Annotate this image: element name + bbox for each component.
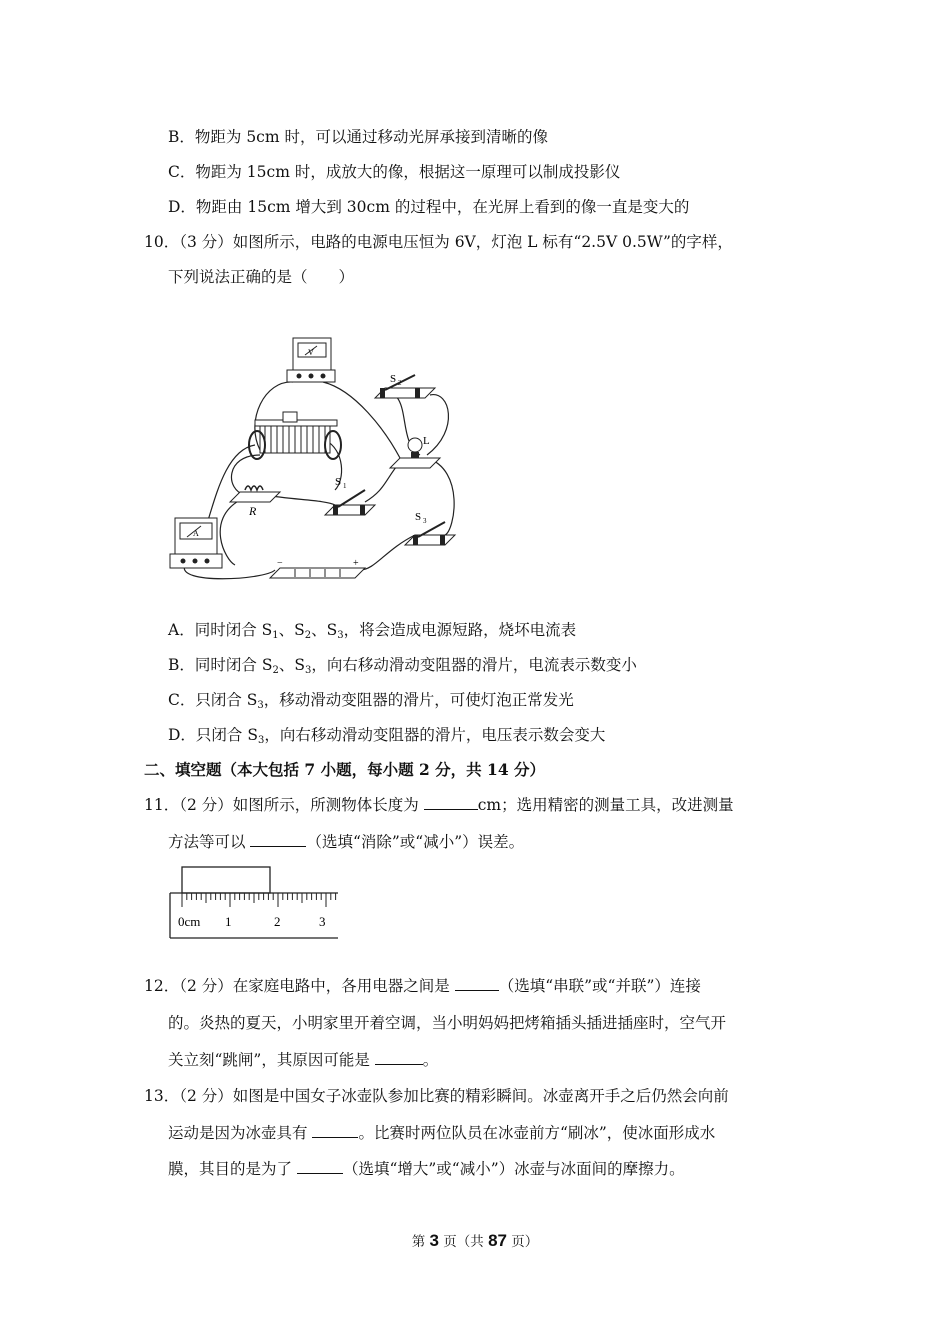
ruler-figure: [168, 864, 343, 942]
ruler-label-1: 1: [225, 914, 232, 929]
circuit-figure: [165, 330, 475, 585]
q13-line3: 膜，其目的是为了 （选填“增大”或“减小”）冰壶与冰面间的摩擦力。: [168, 1160, 685, 1178]
page-number: 3: [429, 1231, 439, 1250]
switch-s2: [375, 373, 435, 398]
ruler-label-0: 0cm: [178, 914, 201, 929]
s2-label: S: [390, 373, 397, 385]
q10-option-d: D．只闭合 $S_3$，向右移动滑动变阻器的滑片，电压表示数会变大: [168, 726, 606, 746]
switch-s3: [405, 511, 455, 545]
s1-subscript: 1: [343, 482, 347, 490]
ammeter: [170, 518, 222, 568]
q10-stem-line2: 下列说法正确的是（ ）: [168, 268, 355, 286]
ammeter-label: A: [193, 529, 199, 538]
q11-blank-length: [424, 795, 478, 810]
total-pages: 87: [488, 1231, 507, 1250]
ruler-label-3: 3: [319, 914, 326, 929]
voltmeter-label: V: [308, 348, 314, 357]
q12-line1: 12．（2 分）在家庭电路中，各用电器之间是 （选填“串联”或“并联”）连接: [144, 977, 701, 995]
q10-option-b: B．同时闭合 $S_2$、$S_3$，向右移动滑动变阻器的滑片，电流表示数变小: [168, 656, 637, 676]
rheostat: [249, 412, 341, 459]
q13-line1: 13．（2 分）如图是中国女子冰壶队参加比赛的精彩瞬间。冰壶离开手之后仍然会向前: [144, 1087, 729, 1105]
battery: [270, 558, 365, 578]
q10-stem-line1: 10．（3 分）如图所示，电路的电源电压恒为 6V，灯泡 L 标有“2.5V 0.5W”的字样，: [144, 233, 733, 251]
section2-title: 二、填空题（本大包括 7 小题，每小题 2 分，共 14 分）: [144, 760, 546, 779]
q10-option-c: C．只闭合 $S_3$，移动滑动变阻器的滑片，可使灯泡正常发光: [168, 691, 574, 711]
page-footer: 第 3 页（共 87 页）: [411, 1231, 539, 1250]
q11-line2: 方法等可以 （选填“消除”或“减小”）误差。: [168, 833, 525, 851]
s2-subscript: 2: [398, 379, 402, 387]
q11-blank-error: [250, 832, 306, 847]
battery-minus-label: −: [277, 558, 283, 569]
s3-subscript: 3: [423, 517, 427, 525]
q13-line2: 运动是因为冰壶具有 。比赛时两位队员在冰壶前方“刷冰”，使冰面形成水: [168, 1124, 716, 1142]
q10-option-a: A．同时闭合 $S_1$、$S_2$、$S_3$，将会造成电源短路，烧坏电流表: [168, 621, 577, 641]
s3-label: S: [415, 511, 422, 523]
resistor-label: R: [249, 504, 257, 518]
q12-blank-connection: [455, 976, 499, 991]
switch-s1: [325, 476, 375, 515]
ruler-label-2: 2: [274, 914, 281, 929]
q12-line3: 关立刻“跳闸”，其原因可能是 。: [168, 1051, 439, 1069]
q13-blank-inertia: [312, 1123, 358, 1138]
q9-option-b: B．物距为 5cm 时，可以通过移动光屏承接到清晰的像: [168, 128, 548, 146]
s1-label: S: [335, 476, 342, 488]
lamp-l: [390, 435, 440, 468]
q11-line1: 11．（2 分）如图所示，所测物体长度为 cm；选用精密的测量工具，改进测量: [144, 796, 734, 814]
q12-line2: 的。炎热的夏天，小明家里开着空调，当小明妈妈把烤箱插头插进插座时，空气开: [168, 1014, 727, 1032]
battery-plus-label: +: [353, 558, 359, 569]
q13-blank-friction: [297, 1159, 343, 1174]
voltmeter: [287, 338, 335, 382]
lamp-label: L: [423, 435, 430, 447]
q12-blank-reason: [375, 1050, 423, 1065]
q9-option-c: C．物距为 15cm 时，成放大的像，根据这一原理可以制成投影仪: [168, 163, 621, 181]
q9-option-d: D．物距由 15cm 增大到 30cm 的过程中，在光屏上看到的像一直是变大的: [168, 198, 690, 216]
